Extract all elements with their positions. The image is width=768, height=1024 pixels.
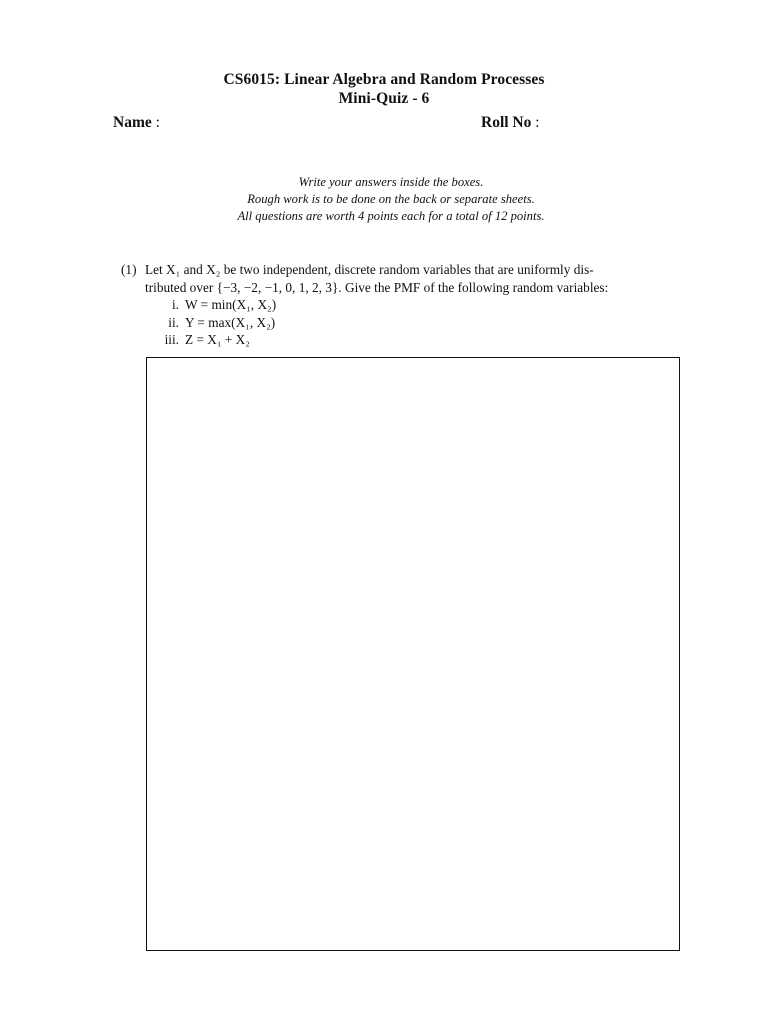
subparts-list (143, 296, 443, 349)
subpart-label: i. (171, 297, 179, 312)
name-field (113, 114, 160, 131)
name-label: Name (113, 114, 152, 131)
instruction-line: Write your answers inside the boxes. (298, 175, 484, 189)
subpart-item (143, 331, 443, 349)
question-text-line: tributed over {−3, −2, −1, 0, 1, 2, 3}. Give the PMF of the following random variables: (145, 279, 609, 295)
answer-box[interactable] (146, 357, 680, 951)
title-block (0, 70, 768, 108)
instruction-line: All questions are worth 4 points each for a total of 12 points. (237, 209, 545, 223)
question-text (145, 261, 676, 296)
question-text-line: Let X₁ and X₂ be two independent, discrete random variables that are uniformly dis- (145, 262, 594, 277)
subpart-text: W = min(X₁, X₂) (185, 297, 277, 312)
instructions (0, 174, 768, 225)
question-1 (121, 261, 676, 347)
course-title: CS6015: Linear Algebra and Random Processes (223, 71, 545, 88)
subpart-text: Z = X₁ + X₂ (185, 332, 250, 347)
subpart-item (143, 314, 443, 332)
subpart-label: ii. (168, 314, 179, 330)
question-number: (1) (121, 262, 137, 277)
roll-no-field (481, 113, 540, 132)
subpart-item (143, 296, 443, 314)
subpart-label: iii. (164, 332, 179, 347)
name-colon: : (151, 114, 160, 131)
roll-no-label: Roll No (481, 114, 532, 131)
instruction-line: Rough work is to be done on the back or separate sheets. (247, 192, 535, 206)
subpart-text: Y = max(X₁, X₂) (185, 314, 276, 330)
roll-no-colon: : (531, 114, 540, 131)
quiz-title: Mini-Quiz - 6 (338, 90, 430, 107)
student-info-row (113, 113, 673, 132)
